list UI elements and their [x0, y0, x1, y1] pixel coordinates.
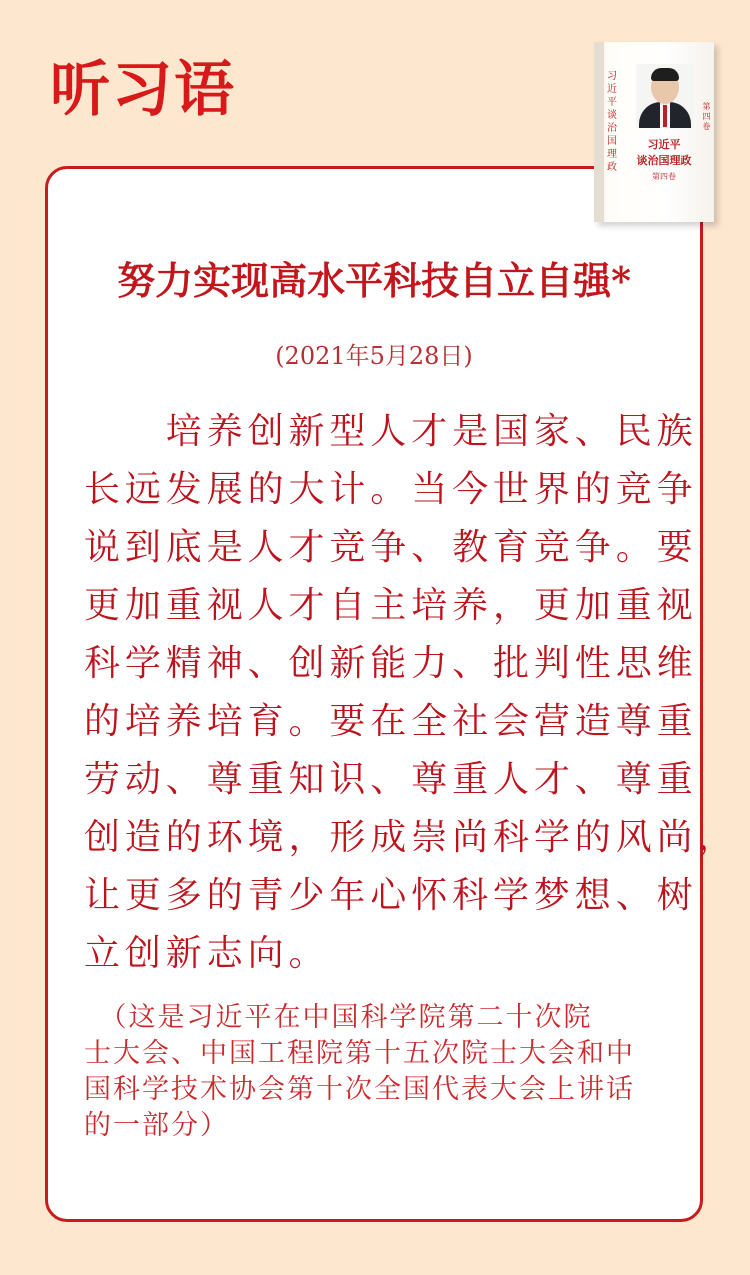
- source-line: 士大会、中国工程院第十五次院士大会和中: [84, 1038, 635, 1069]
- source-line: （这是习近平在中国科学院第二十次院: [84, 1002, 593, 1033]
- body-line: 创造的环境，形成崇尚科学的风尚，: [84, 817, 739, 858]
- book-spine-text: 习近平谈治国理政: [607, 71, 617, 173]
- book-spine: [594, 42, 604, 222]
- book-volume: 第四卷: [652, 172, 676, 181]
- body-line: 说到底是人才竞争、教育竞争。要: [84, 527, 698, 568]
- source-note: [84, 1000, 674, 1144]
- article-date: (2021年5月28日): [275, 342, 473, 370]
- body-line: 培养创新型人才是国家、民族: [84, 411, 698, 452]
- source-line: 的一部分）: [84, 1110, 229, 1141]
- book-title: 谈治国理政: [636, 154, 692, 167]
- header-title: 听习语: [50, 55, 236, 125]
- book-cover: [594, 42, 714, 222]
- book-author: 习近平: [647, 138, 681, 151]
- article-body: [84, 403, 739, 983]
- body-line: 长远发展的大计。当今世界的竞争: [84, 469, 698, 510]
- book-side-text: 第四卷: [702, 102, 711, 131]
- body-line: 更加重视人才自主培养，更加重视: [84, 585, 698, 626]
- body-line: 劳动、尊重知识、尊重人才、尊重: [84, 759, 698, 800]
- article-title: 努力实现高水平科技自立自强*: [117, 258, 631, 303]
- source-line: 国科学技术协会第十次全国代表大会上讲话: [84, 1074, 635, 1105]
- author-portrait: [636, 64, 694, 128]
- body-line: 让更多的青少年心怀科学梦想、树: [84, 875, 698, 916]
- body-line: 科学精神、创新能力、批判性思维: [84, 643, 698, 684]
- body-line: 的培养培育。要在全社会营造尊重: [84, 701, 698, 742]
- body-line: 立创新志向。: [84, 933, 330, 974]
- book-cover-image: [594, 42, 722, 226]
